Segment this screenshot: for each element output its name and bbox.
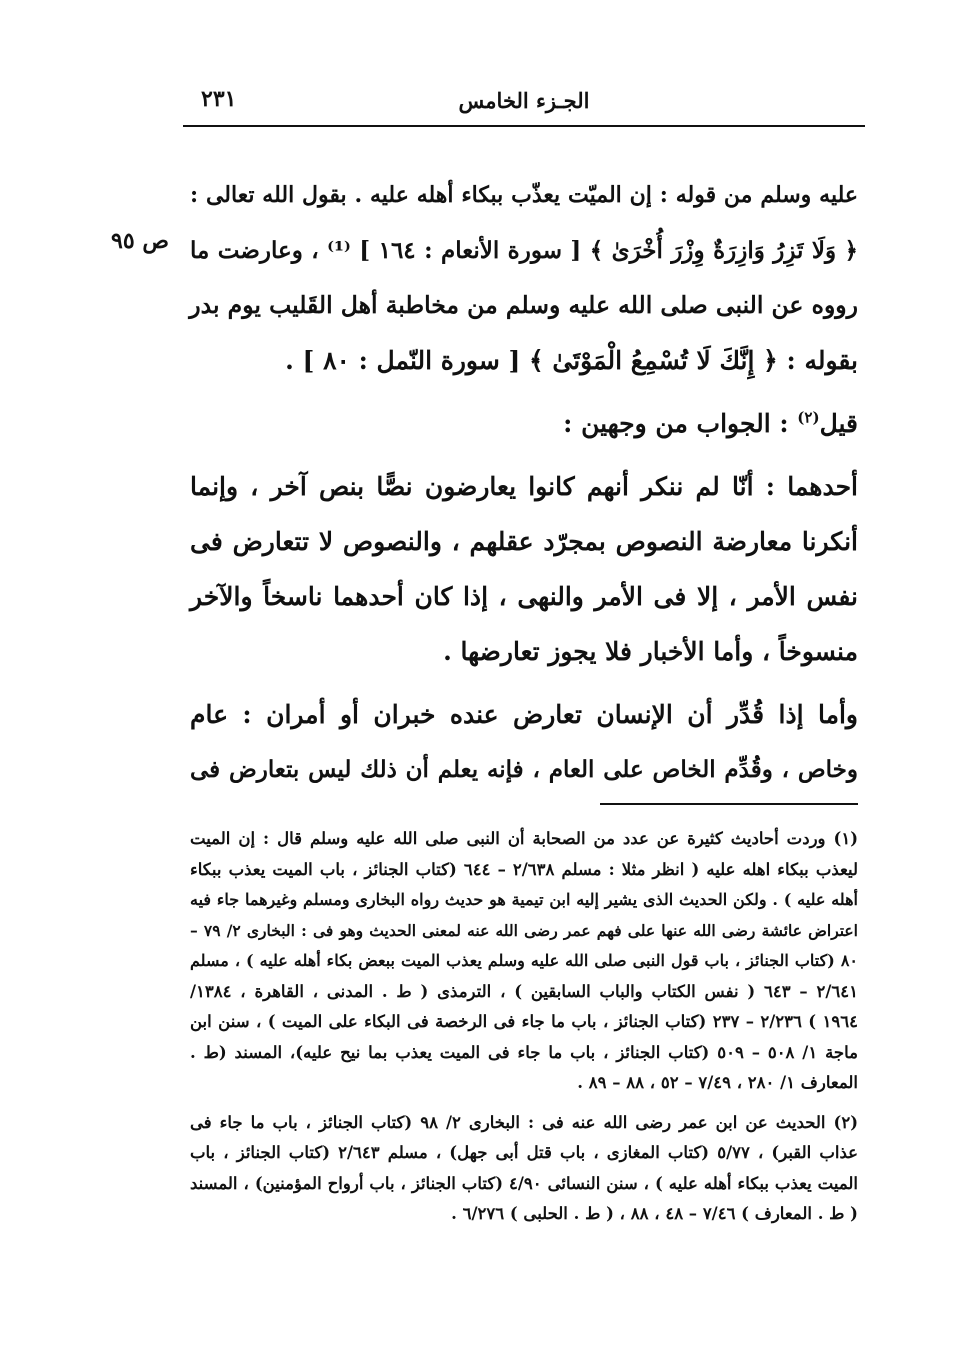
text-line: منسوخاً ، وأما الأخبار فلا يجوز تعارضها . (443, 637, 858, 666)
footnote-1-line: (١) وردت أحاديث كثيرة عن عدد من الصحابة أن النبى صلى الله عليه وسلم قال : إن الميت (190, 829, 858, 848)
footnote-rule (600, 803, 858, 805)
footnote-1-line: ١٩٦٤ ) ٢/٢٣٦ – ٢٣٧ (كتاب الجنائز ، باب ما جاء فى الرخصة فى البكاء على الميت ) ، سنن ابن (190, 1012, 858, 1031)
footnote-2-line: عذاب القبر) ، ٥/٧٧ (كتاب المغازى ، باب قتل أبى جهل) ، مسلم ٢/٦٤٣ (كتاب الجنائز ، باب (190, 1143, 859, 1162)
text-line-quran-citation: بقوله : ﴿ إِنَّكَ لَا تُسْمِعُ الْمَوْتَىٰ ﴾ [ سورة النّمل : ٨٠ ] . (285, 346, 858, 375)
footnote-1-line: المعارف ١/ ٢٨٠ ، ٧/٤٩ – ٥٢ ، ٨٨ – ٨٩ . (577, 1073, 858, 1092)
text-line-quran-citation: ﴿ وَلَا تَزِرُ وَازِرَةٌ وِزْرَ أُخْرَىٰ ﴾ [ سورة الأنعام : ١٦٤ ] ⁽¹⁾ ، وعارضت ما (190, 237, 858, 264)
main-text (190, 168, 858, 797)
footnote-gap (190, 1099, 858, 1108)
footnotes (190, 824, 858, 1230)
text-line: وأما إذا قُدِّر أن الإنسان تعارض عنده خبران أو أمران : عام (190, 700, 858, 729)
text-line-first (190, 459, 858, 514)
footnote-2-line: الميت يعذب ببكاء أهله عليه ) ، سنن النسائى ٤/٩٠ (كتاب الجنائز ، باب أرواح المؤمنين) ، المسند (190, 1173, 858, 1193)
running-title: الجـزء الخامس (458, 88, 590, 113)
footnote-1-line: اعتراض عائشة رضى الله عنها على فهم عمر رضى الله عنه لمعنى الحديث وهو فى : البخارى ٢/ ٧٩ – (190, 920, 858, 940)
footnote-2-line: ( ط . المعارف ) ٧/٤٦ – ٤٨ ، ٨٨ ، ( ط . الحلبى ) ٦/٢٧٦ . (451, 1204, 858, 1223)
reply-line (190, 396, 858, 451)
margin-page-reference: ص ٩٥ (111, 228, 169, 254)
text-line: نفس الأمر ، إلا فى الأمر والنهى ، إذا كان أحدهما ناسخاً والآخر (190, 582, 858, 611)
footnote-2-line: (٢) الحديث عن ابن عمر رضى الله عنه فى : البخارى ٢/ ٩٨ (كتاب الجنائز ، باب ما جاء فى (190, 1112, 858, 1132)
footnote-1-line: ٢/٦٤١ – ٦٤٣ ( نفس الكتاب والباب السابقين ) ، الترمذى ( ط . المدنى ، القاهرة ، ١٣٨٤/ (190, 981, 858, 1001)
text-line: رووه عن النبى صلى الله عليه وسلم من مخاطبة أهل القَليب يوم بدر (189, 291, 858, 319)
footnote-1-line: ٨٠ (كتاب الجنائز ، باب قول النبى صلى الله عليه وسلم يعذب الميت ببعض بكاء أهله عليه ) ، مسلم (190, 951, 858, 970)
paragraph-gap (190, 388, 858, 396)
text-line: أنكرنا معارضة النصوص بمجرّد عقلهم ، والنصوص لا تتعارض فى (190, 527, 858, 556)
footnote-1-line: ماجة ١/ ٥٠٨ – ٥٠٩ (كتاب الجنائز ، باب ما جاء فى الميت يعذب بما نيح عليه)، المسند (ط . (190, 1042, 858, 1062)
page-number: ٢٣١ (201, 86, 237, 112)
paragraph-gap (190, 679, 858, 687)
header-rule (183, 125, 865, 127)
footnote-1-line: أهله عليه ) . ولكن الحديث الذى يشير إليه ابن تيمية هو حديث رواه البخارى ومسلم وغيرهما جاء فيه (190, 890, 858, 909)
section-lead: أحدهما (787, 472, 858, 501)
reply-text: : الجواب من وجهين : (563, 409, 798, 438)
text-line: وخاص ، وقُدِّم الخاص على العام ، فإنه يعلم أن ذلك ليس بتعارض فى (190, 756, 858, 783)
text-line: عليه وسلم من قوله : إن الميّت يعذّب ببكاء أهله عليه . بقول الله تعالى : (190, 182, 858, 208)
footnote-ref-2: (٢) (797, 408, 820, 427)
footnote-1-line: ليعذب ببكاء اهله عليه ( انظر مثلا : مسلم ٢/٦٣٨ – ٦٤٤ (كتاب الجنائز ، باب الميت يعذب ببكاء (190, 859, 859, 879)
paragraph-gap (190, 451, 858, 459)
reply-lead: قيل (819, 409, 858, 438)
running-header (183, 82, 865, 127)
text-line-rest: : أنّا لم ننكر أنهم كانوا يعارضون نصًّا بنص آخر ، وإنما (190, 472, 788, 501)
